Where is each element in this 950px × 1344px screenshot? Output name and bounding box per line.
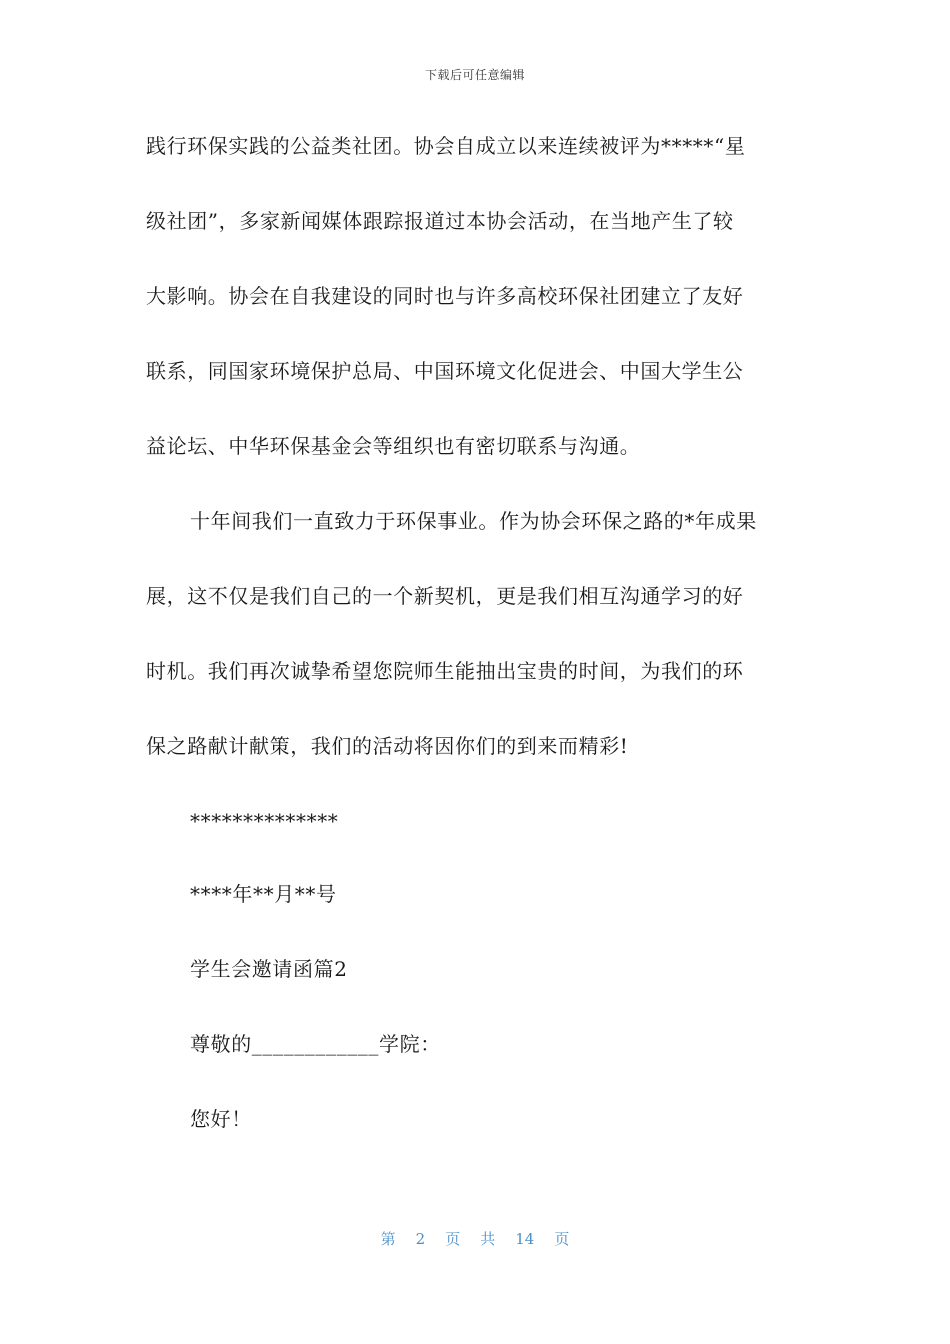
page-header: 下载后可任意编辑 [424, 68, 525, 82]
date-line: ****年**月**号 [190, 882, 337, 906]
total-label: 共 [480, 1230, 496, 1248]
body-line-4: 联系，同国家环境保护总局、中国环境文化促进会、中国大学生公 [146, 359, 744, 383]
page-label: 第 [380, 1230, 396, 1248]
total-unit: 页 [554, 1230, 570, 1248]
signature-line: ************** [190, 809, 339, 833]
section-heading: 学生会邀请函篇2 [190, 957, 348, 981]
body-line-2: 级社团”，多家新闻媒体跟踪报道过本协会活动，在当地产生了较 [146, 209, 734, 233]
body-line-3: 大影响。协会在自我建设的同时也与许多高校环保社团建立了友好 [146, 284, 744, 308]
body-line-9: 保之路献计献策，我们的活动将因你们的到来而精彩! [146, 734, 629, 758]
total-pages: 14 [515, 1230, 535, 1248]
body-line-5: 益论坛、中华环保基金会等组织也有密切联系与沟通。 [146, 434, 641, 458]
body-line-6: 十年间我们一直致力于环保事业。作为协会环保之路的*年成果 [190, 509, 757, 533]
page-footer [0, 1228, 950, 1249]
body-line-8: 时机。我们再次诚挚希望您院师生能抽出宝贵的时间，为我们的环 [146, 659, 744, 683]
body-line-1: 践行环保实践的公益类社团。协会自成立以来连续被评为*****“星 [146, 134, 746, 158]
page-number: 2 [415, 1230, 426, 1248]
greeting-line: 您好！ [190, 1107, 252, 1131]
salutation-line: 尊敬的____________学院： [190, 1032, 441, 1056]
body-line-7: 展，这不仅是我们自己的一个新契机，更是我们相互沟通学习的好 [146, 584, 744, 608]
page-unit: 页 [445, 1230, 461, 1248]
